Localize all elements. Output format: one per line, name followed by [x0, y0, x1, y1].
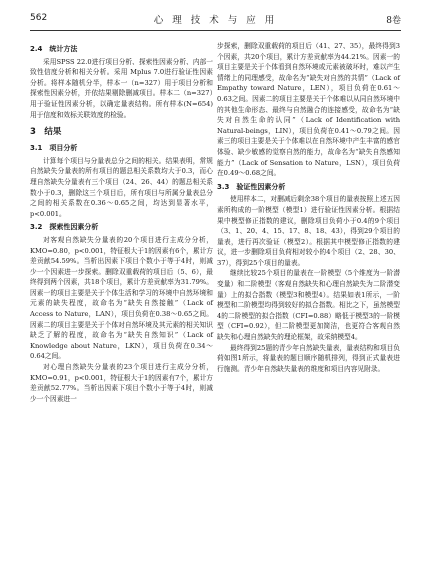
section-3-3-paragraph-2: 继续比较25个项目的量表在一阶模型（5个维度为一阶潜变量）和二阶模型（客观自然缺失和心理自然缺失为二阶潜变量）上的拟合指数（模型3和模型4）。结果如表1所示，一阶模型和二阶模型均得到较好的拟合指数。相比之下，虽然模型4的二阶模型的拟合指数（CFI=0.88）略低于模型3的一阶模型（CFI=0.92），但二阶模型更加简洁，也更符合客观自然缺失和心理自然缺失的理论框架，故采纳模型4。 — [217, 269, 400, 342]
section-2-4-paragraph: 采用SPSS 22.0进行项目分析、探索性因素分析、内部一致性信度分析和相关分析。采用 Mplus 7.0进行验证性因素分析。将样本随机分半，样本一（n=327）用于项目分析和探索性因素分析，并依结果剔除删减项目。样本二（n=327）用于验证性因素分析，以确定量表结构。所有样本(N=654)用于信度和效标关联效度的检验。 — [30, 57, 213, 119]
section-3-2-heading: 3.2 探索性因素分析 — [30, 223, 99, 232]
continued-paragraph: 步探索，删除双重载荷的项目后（41、27、35），最终得到3个因素，共20个项目，累计方差贡献率为44.21%。因素一的项目主要是关于个体看到自然环境或元素被破坏时，难以产生情绪上的同理感受，故命名为“缺失对自然的共情”（Lack of Empathy toward Nature，LEN），项目负荷在0.61～0.63之间。因素二的项目主要是关于个体难以从同自然环境中的其他生命形态、最终与自然融合的连接感受，故命名为“缺失对自然生命的认同”（Lack of Identification with Natural-beings，LIN），项目负荷在0.41～0.79之间。因素三的项目主要是关于个体难以在自然环境中产生丰富的感官体验、缺少敏感的觉察自然的能力，故命名为“缺失自然感知能力”（Lack of Sensation to Nature，LSN），项目负荷在0.49～0.68之间。 — [217, 42, 400, 178]
chapter-3-heading: 3 结果 — [30, 127, 62, 138]
section-3-2-paragraph-1: 对客观自然缺失分量表的20个项目进行主成分分析，KMO=0.80，p<0.001，特征根大于1的因素有6个，累计方差贡献54.59%。当析出因素下项目个数小于等于4时，则减少一个因素进一步探索。删除双重载荷的项目后（5、6），最终得到两个因素，共18个项目，累计方差贡献率为31.79%。因素一的项目主要是关于个体生活和学习的环境中自然环境和元素的缺失程度，故命名为“缺失自然接触”（Lack of Access to Nature，LAN），项目负荷在0.38～0.65之间。因素二的项目主要是关于个体对自然环境及其元素的相关知识缺乏了解的程度，故命名为“缺失自然知识”（Lack of Knowledge about Nature，LKN），项目负荷在0.34～0.64之间。 — [30, 235, 213, 361]
section-2-4-heading: 2.4 统计方法 — [30, 45, 78, 53]
section-3-1-heading: 3.1 项目分析 — [30, 144, 78, 153]
right-column — [217, 41, 400, 374]
journal-title: 心 理 技 术 与 应 用 — [153, 15, 278, 26]
left-column — [30, 41, 213, 404]
page-number: 562 — [30, 13, 48, 23]
section-3-3-paragraph-3: 最终得到25题的青少年自然缺失量表，量表结构和项目负荷如图1所示，将量表的题目顺序随机排列，得到正式量表进行施测。青少年自然缺失量表的维度和项目内容见附录。 — [217, 343, 400, 373]
section-3-2-paragraph-2: 对心理自然缺失分量表的23个项目进行主成分分析，KMO=0.91，p<0.001，特征根大于1的因素有7个，累计方差贡献52.77%。当析出因素下项目个数小于等于4时，则减少一个因素进一 — [30, 363, 213, 403]
volume-label: 8卷 — [386, 16, 401, 26]
section-3-3-heading: 3.3 验证性因素分析 — [217, 182, 286, 191]
section-3-3-paragraph-1: 使用样本二，对删减后剩余38个项目的量表按照上述五因素所构成的一阶模型（模型1）进行验证性因素分析。根据结果中模型修正指数的建议，删除项目负荷小于0.4的9个项目（3、1、20、4、15、17、8、18、43），得到29个项目的量表，进行再次验证（模型2）。根据其中模型修正指数的建议，进一步删除项目负荷相对较小的4个项目（2、28、30、37），得到25个项目的量表。 — [217, 195, 400, 267]
page-header — [30, 8, 401, 31]
section-3-1-paragraph: 计算每个项目与分量表总分之间的相关。结果表明，常规自然缺失分量表的所有项目的题总相关系数均大于0.3，而心理自然缺失分量表有三个项目（24、26、44）的题总相关系数小于0.3，删除这三个项目后，所有项目与所属分量表总分之间的相关系数在0.36～0.65之间，均达到显著水平，p<0.001。 — [30, 156, 213, 218]
